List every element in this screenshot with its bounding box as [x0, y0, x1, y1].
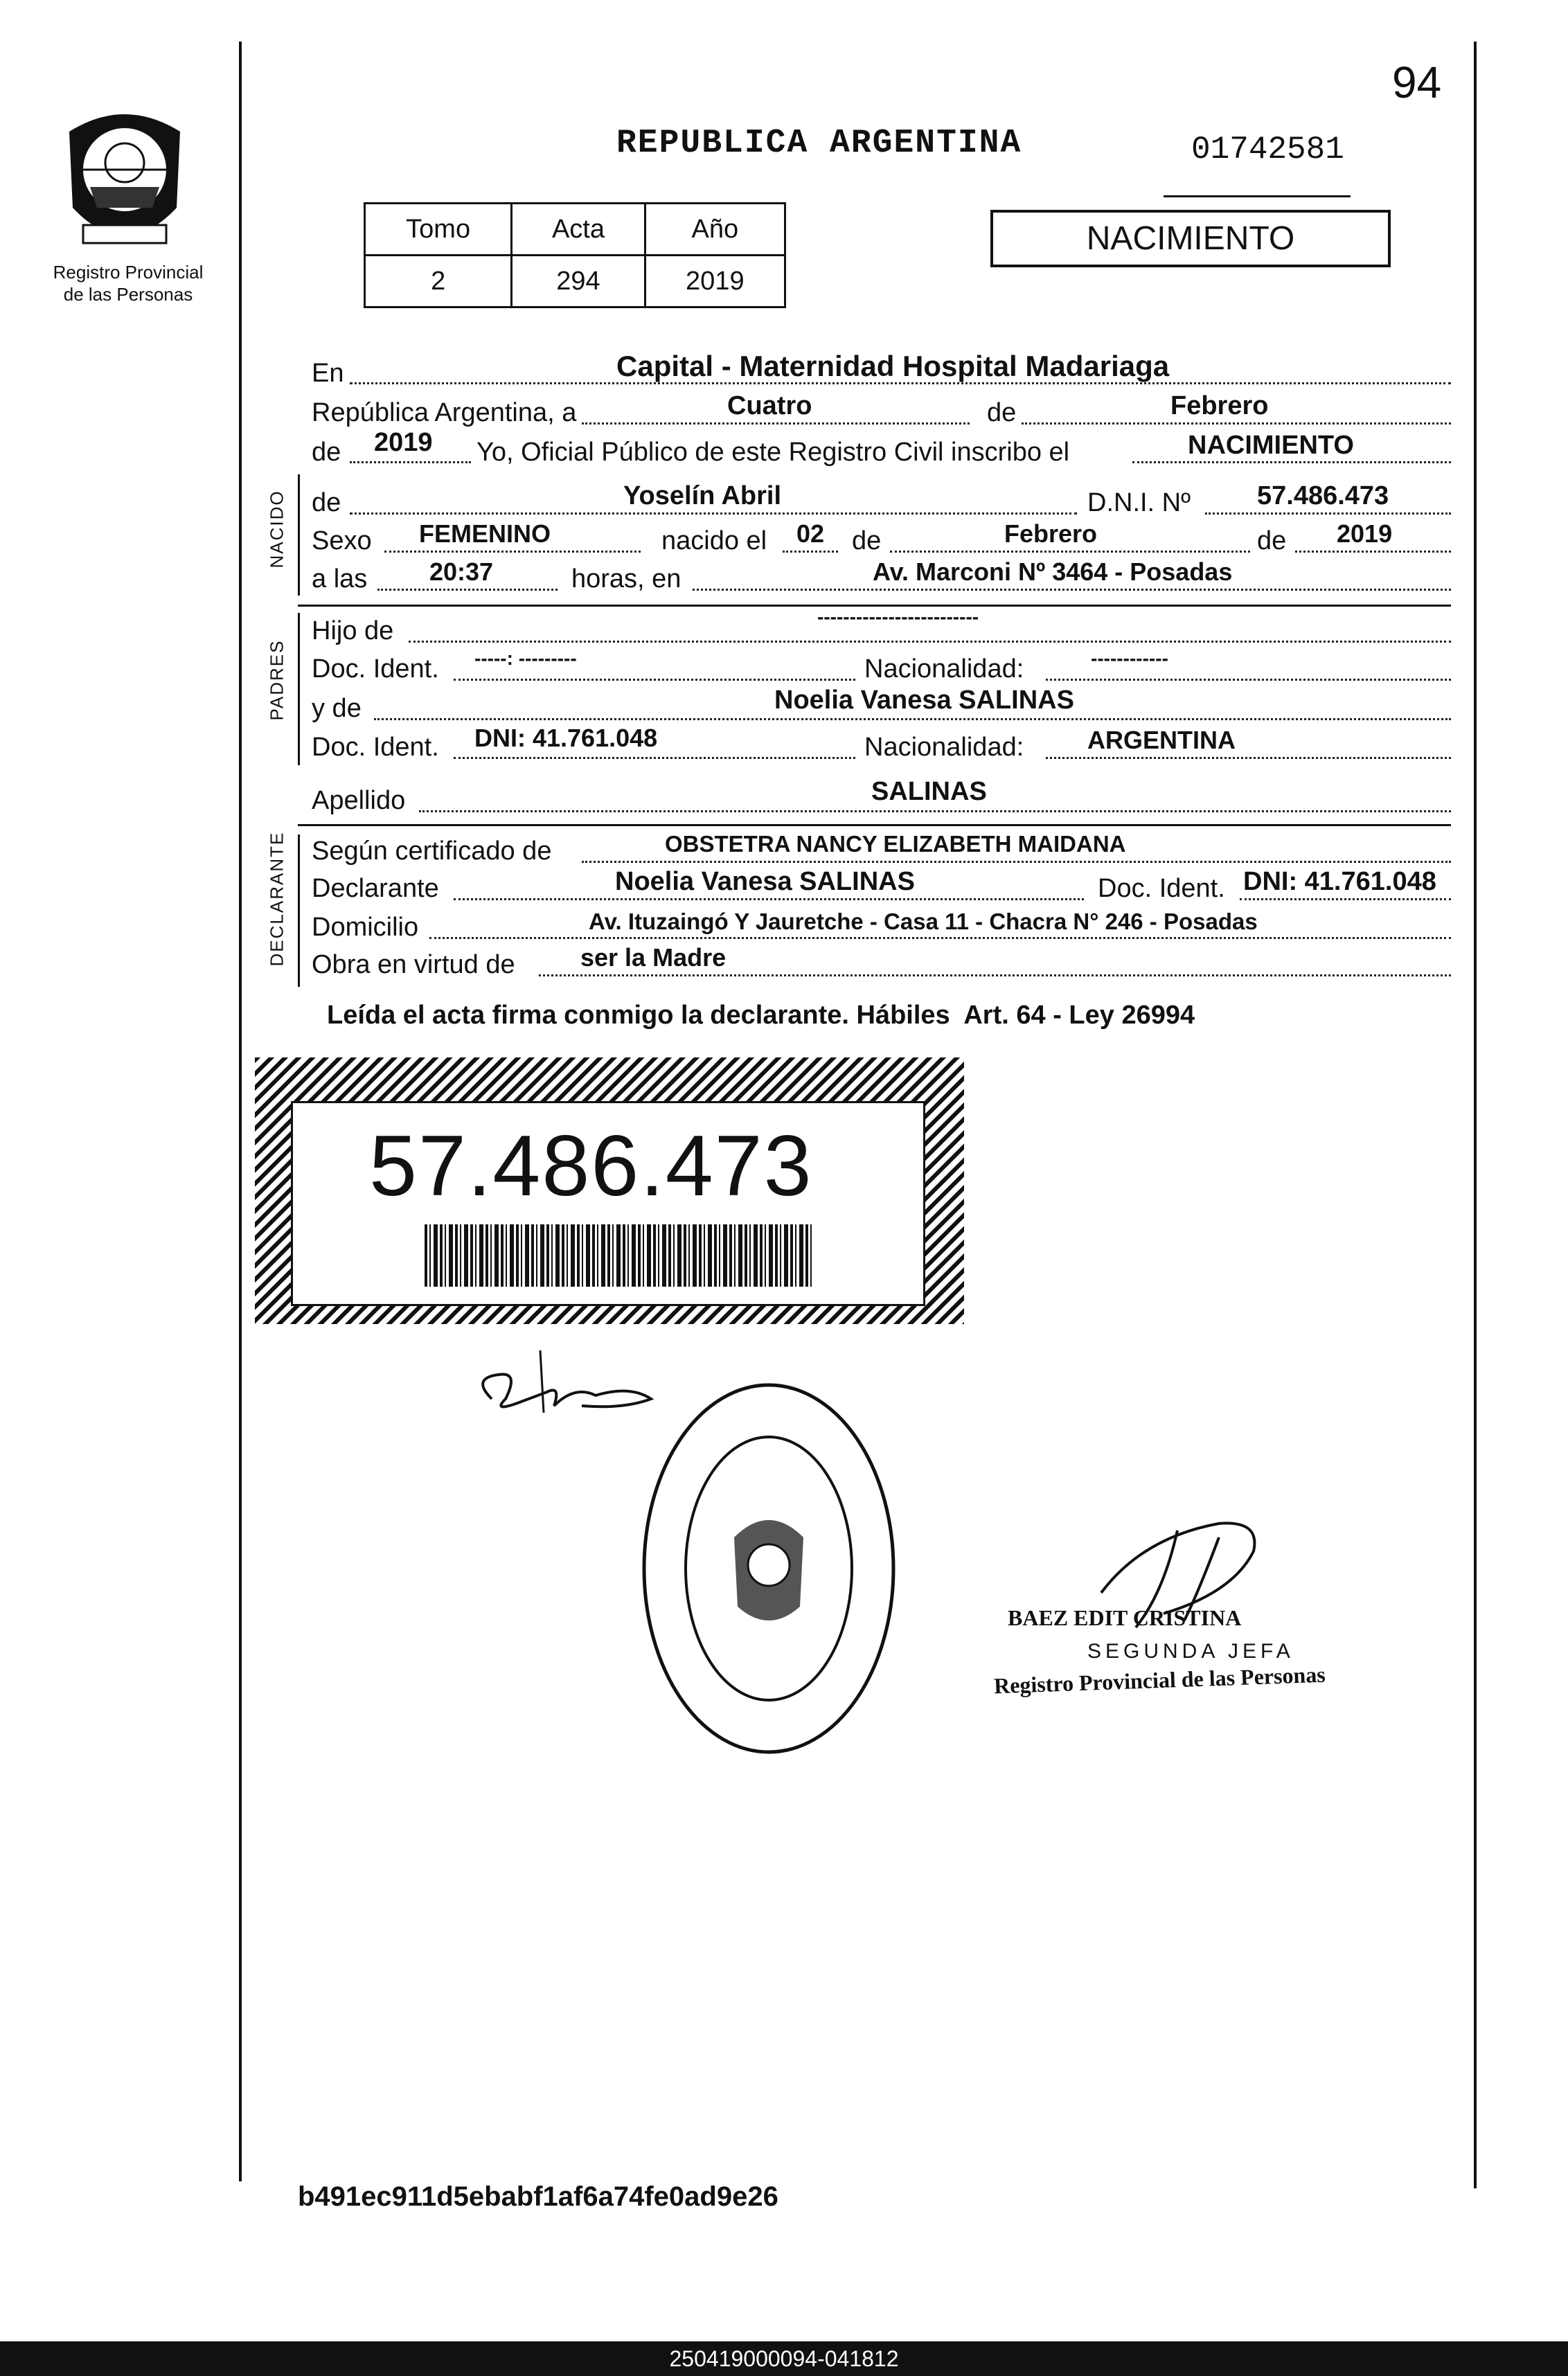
de-label: de — [987, 398, 1017, 427]
declarante-doc-dots — [1240, 898, 1451, 900]
sexo-label: Sexo — [312, 526, 372, 555]
mother-dots — [374, 718, 1451, 720]
a-las-label: a las — [312, 564, 368, 593]
birth-address: Av. Marconi Nº 3464 - Posadas — [873, 557, 1233, 586]
document-hash: b491ec911d5ebabf1af6a74fe0ad9e26 — [298, 2181, 778, 2212]
obra-dots — [539, 974, 1451, 976]
dni-sticker-number: 57.486.473 — [369, 1118, 813, 1214]
father-nat-label: Nacionalidad: — [864, 654, 1024, 684]
horas-label: horas, en — [571, 564, 681, 593]
declarante-name: Noelia Vanesa SALINAS — [615, 867, 915, 896]
declarante-name-dots — [454, 898, 1084, 900]
padres-label: PADRES — [266, 639, 287, 721]
declarante-doc-label: Doc. Ident. — [1098, 874, 1225, 903]
declarante-label: DECLARANTE — [266, 831, 287, 967]
birth-address-dots — [693, 589, 1451, 591]
document-title: REPUBLICA ARGENTINA — [616, 125, 1022, 162]
registry-name-line2: de las Personas — [63, 284, 193, 305]
birth-month-dots — [890, 551, 1250, 553]
de2-label: de — [312, 438, 341, 467]
mother-doc-dots — [454, 757, 855, 759]
dni-barcode — [425, 1224, 812, 1287]
nacido-de2-label: de — [852, 526, 882, 555]
day-dots — [582, 422, 970, 425]
day-word: Cuatro — [727, 391, 812, 420]
nacido-el-label: nacido el — [661, 526, 767, 555]
right-margin-line — [1474, 42, 1477, 2188]
apellido-dots — [419, 810, 1451, 812]
doc-type: NACIMIENTO — [1086, 220, 1295, 257]
mother-doc-label: Doc. Ident. — [312, 733, 439, 762]
footer-code: 250419000094-041812 — [669, 2346, 899, 2371]
domicilio-value: Av. Ituzaingó Y Jauretche - Casa 11 - Chacra N° 246 - Posadas — [589, 909, 1258, 934]
official-seal — [637, 1378, 900, 1759]
act-type: NACIMIENTO — [1188, 431, 1354, 460]
dni-dots — [1205, 512, 1451, 515]
sexo-value: FEMENINO — [419, 519, 551, 548]
father-nat-dots — [1046, 679, 1451, 681]
declarante-doc: DNI: 41.761.048 — [1243, 867, 1436, 896]
time-dots — [377, 589, 558, 591]
birth-place: Capital - Maternidad Hospital Madariaga — [616, 350, 1170, 382]
mother-nat-label: Nacionalidad: — [864, 733, 1024, 762]
mother-doc: DNI: 41.761.048 — [474, 724, 658, 752]
birth-time: 20:37 — [429, 557, 494, 586]
serial-underline — [1164, 195, 1351, 197]
month-dots — [1022, 422, 1451, 425]
acta-header: Acta — [512, 204, 645, 256]
y-de-label: y de — [312, 694, 362, 723]
domicilio-label: Domicilio — [312, 913, 419, 942]
anio-value: 2019 — [645, 256, 785, 307]
hijo-de-label: Hijo de — [312, 616, 394, 645]
birth-day-dots — [783, 551, 838, 553]
father-doc-label: Doc. Ident. — [312, 654, 439, 684]
year-value: 2019 — [374, 428, 433, 457]
inscribo-label: Yo, Oficial Público de este Registro Civil inscribo el — [476, 438, 1070, 467]
cert-value: OBSTETRA NANCY ELIZABETH MAIDANA — [665, 831, 1126, 857]
father-name: ------------------------- — [817, 606, 979, 627]
mother-nat-dots — [1046, 757, 1451, 759]
obra-label: Obra en virtud de — [312, 950, 515, 979]
father-nat: ------------ — [1091, 647, 1168, 669]
birth-year: 2019 — [1337, 519, 1393, 548]
record-table — [364, 202, 786, 308]
nacido-de-label: de — [312, 488, 341, 517]
name-dots — [350, 512, 1077, 515]
signatory-org: Registro Provincial de las Personas — [993, 1661, 1326, 1699]
child-dni: 57.486.473 — [1257, 481, 1389, 510]
father-doc-dots — [454, 679, 855, 681]
tomo-header: Tomo — [365, 204, 512, 256]
signatory-name: BAEZ EDIT CRISTINA — [1008, 1605, 1242, 1630]
month-word: Febrero — [1170, 391, 1269, 420]
mother-name: Noelia Vanesa SALINAS — [774, 686, 1074, 715]
father-doc: -----: --------- — [474, 647, 577, 669]
mother-nat: ARGENTINA — [1087, 726, 1236, 754]
dni-sticker — [291, 1101, 925, 1306]
declarante-name-label: Declarante — [312, 874, 439, 903]
sexo-dots — [384, 551, 641, 553]
cert-dots — [582, 861, 1451, 863]
birth-day: 02 — [796, 519, 825, 548]
tomo-value: 2 — [365, 256, 512, 307]
signatory-title: SEGUNDA JEFA — [1087, 1640, 1294, 1663]
birth-month: Febrero — [1004, 519, 1098, 548]
republica-label: República Argentina, a — [312, 398, 577, 427]
apellido-label: Apellido — [312, 786, 406, 815]
nacido-bracket — [298, 474, 300, 596]
act-dots — [1132, 461, 1451, 463]
closing-text: Leída el acta firma conmigo la declarante. Hábiles Art. 64 - Ley 26994 — [327, 1001, 1195, 1030]
nacido-label: NACIDO — [266, 490, 287, 569]
declarante-bracket — [298, 834, 300, 987]
doc-type-box — [990, 210, 1391, 267]
serial-number: 01742581 — [1191, 132, 1344, 168]
domicilio-dots — [429, 937, 1451, 939]
birth-year-dots — [1295, 551, 1451, 553]
apellido-value: SALINAS — [871, 777, 987, 806]
registry-logo — [55, 104, 194, 256]
nacido-de3-label: de — [1257, 526, 1287, 555]
acta-value: 294 — [512, 256, 645, 307]
dni-label: D.N.I. Nº — [1087, 488, 1191, 517]
obra-value: ser la Madre — [580, 943, 727, 972]
left-margin-line — [239, 42, 242, 2181]
page-number: 94 — [1392, 57, 1442, 107]
apellido-divider — [298, 824, 1451, 826]
cert-label: Según certificado de — [312, 837, 552, 866]
padres-bracket — [298, 613, 300, 765]
anio-header: Año — [645, 204, 785, 256]
child-name: Yoselín Abril — [623, 481, 782, 510]
father-dots — [409, 641, 1451, 643]
year-dots — [350, 461, 471, 463]
en-label: En — [312, 359, 344, 388]
registry-name-line1: Registro Provincial — [53, 262, 204, 283]
